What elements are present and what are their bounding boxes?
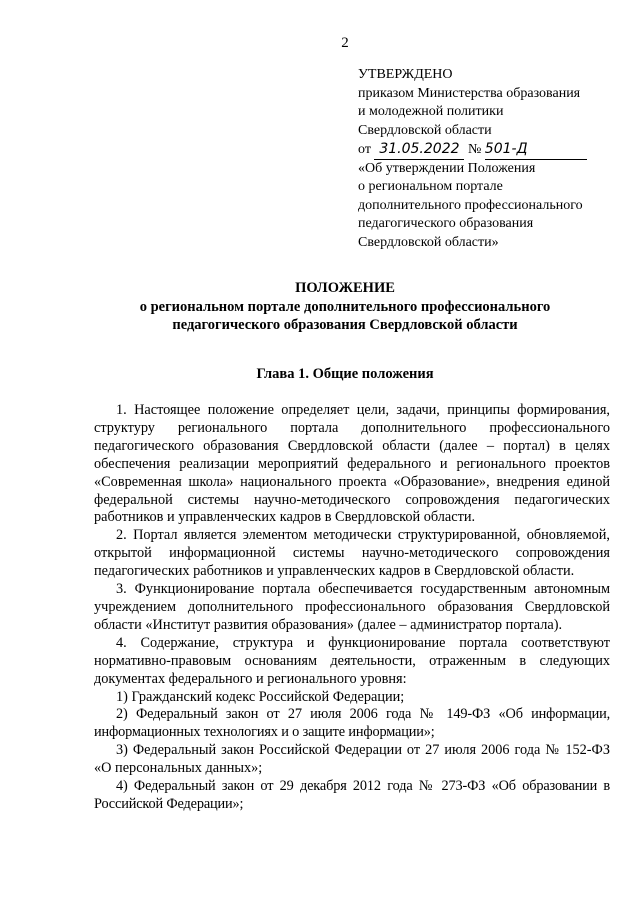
approval-subject-line: педагогического образования [358, 216, 534, 231]
approval-block [358, 66, 628, 252]
document-body [94, 402, 610, 814]
number-prefix: № [467, 142, 482, 157]
approval-subject-line: дополнительного профессионального [358, 197, 583, 213]
list-item: 4) Федеральный закон от 29 декабря 2012 года № 273-ФЗ «Об образовании в Российской Федерации»; [94, 778, 610, 812]
document-title: ПОЛОЖЕНИЕ [295, 280, 395, 296]
page-number: 2 [341, 35, 349, 51]
approval-date-line [358, 140, 628, 160]
list-item: 3) Федеральный закон Российской Федерации от 27 июля 2006 года № 152-ФЗ «О персональных данных»; [94, 742, 610, 777]
approval-subject-line: Свердловской области» [358, 234, 499, 250]
paragraph: 4. Содержание, структура и функционирование портала соответствуют нормативно-правовым основаниям деятельности, отраженным в следующих документах федерального и регионального уровня: [94, 634, 610, 687]
handwritten-number: 501-Д [485, 140, 587, 160]
subtitle-line: педагогического образования Свердловской области [172, 317, 518, 333]
chapter-title: Глава 1. Общие положения [256, 366, 434, 382]
approval-subject-line: о региональном портале [358, 179, 503, 194]
list-item: 1) Гражданский кодекс Российской Федерации; [116, 688, 405, 705]
paragraph: 2. Портал является элементом методически структурированной, обновляемой, открытой информационной системы научно-методического сопровождения педагогических работников и управленческих кадров в Свердловской области. [94, 527, 610, 580]
approval-subject [358, 160, 628, 253]
date-prefix: от [358, 142, 371, 157]
approval-heading: УТВЕРЖДЕНО [358, 67, 453, 82]
paragraph: 1. Настоящее положение определяет цели, задачи, принципы формирования, структуру регионального портала дополнительного профессионального педагогического образования Свердловской области (далее – портал) в целях обеспечения реализации мероприятий федерального и регионального проектов «Современная школа» национального проекта «Образование», внедрения единой федеральной системы научно-методического сопровождения педагогических работников и управленческих кадров в Свердловской области. [94, 402, 610, 526]
approval-line: Свердловской области [358, 122, 492, 138]
approval-line: приказом Министерства образования [358, 85, 581, 101]
paragraph: 3. Функционирование портала обеспечивается государственным автономным учреждением дополнительного профессионального образования Свердловской области «Институт развития образования» (далее – администратор портала). [94, 581, 610, 633]
subtitle-line: о региональном портале дополнительного профессионального [139, 299, 551, 315]
approval-line: и молодежной политики [358, 104, 504, 119]
list-item: 2) Федеральный закон от 27 июля 2006 года № 149-ФЗ «Об информации, информационных технологиях и о защите информации»; [94, 706, 610, 741]
handwritten-date: 31.05.2022 [374, 140, 464, 160]
approval-subject-line: «Об утверждении Положения [358, 160, 536, 176]
document-subtitle [0, 298, 640, 334]
